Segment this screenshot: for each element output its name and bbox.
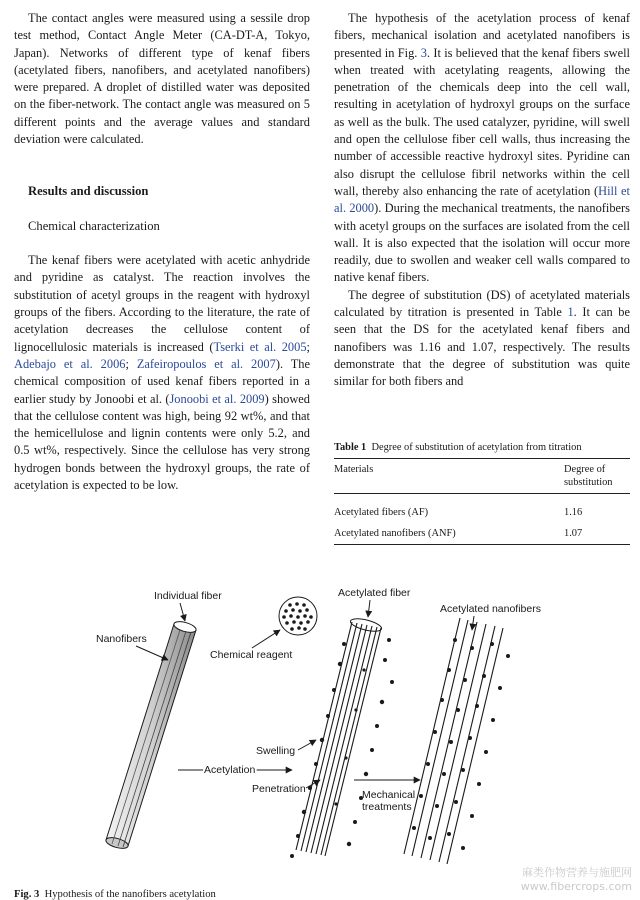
- acetylated-nanofibers-strands: [404, 618, 510, 864]
- right-column: [334, 10, 630, 391]
- label-penetration: Penetration: [252, 783, 306, 795]
- figure-acetylation-diagram: [0, 560, 640, 900]
- table-row: [334, 523, 630, 545]
- cell-ds: 1.16: [564, 507, 583, 518]
- table-header-row: [334, 459, 630, 494]
- watermark: [521, 866, 632, 894]
- watermark-line-chinese: 麻类作物营养与施肥网: [522, 866, 632, 879]
- label-individual-fiber: Individual fiber: [154, 590, 222, 602]
- paragraph-degree-of-substitution: The degree of substitution (DS) of acetylated materials calculated by titration is presented in Table 1. It can be seen that the DS for the acetylated kenaf fibers and nanofibers was 1.16 and 1.07, respectively. The results demonstrate that the degree of substitution was quite similar for both fibers and: [334, 287, 630, 389]
- table-row: [334, 494, 630, 524]
- paragraph-chemical-characterization: The kenaf fibers were acetylated with acetic anhydride and pyridine as catalyst. The reaction involves the substitution of acetyl groups in the reagent with hydroxyl groups of the fibers. According to the literature, the rate of acetylation decreases the cellulose content of lignocellulosic materials is increased (Tserki et al. 2005; Adebajo et al. 2006; Zafeiropoulos et al. 2007). The chemical composition of used kenaf fibers reported in a earlier study by Jonoobi et al. (Jonoobi et al. 2009) showed that the cellulose content was high, being 92 wt%, and that the hemicellulose and lignin contents were only 5.2, and 0.5 wt%, respectively. Since the cellulose has very strong hydrogen bonds between the hydroxyl groups, the rate of acetylation is expected to be low.: [14, 253, 310, 493]
- label-nanofibers: Nanofibers: [96, 633, 147, 645]
- watermark-line-url: www.fibercrops.com: [520, 880, 632, 893]
- cell-material: Acetylated nanofibers (ANF): [334, 528, 456, 539]
- label-acetylated-nanofibers: Acetylated nanofibers: [440, 603, 541, 615]
- individual-fiber-cylinder: [105, 620, 198, 851]
- arrow-acetylated-nanofibers: [472, 616, 474, 630]
- acetylated-fiber-bundle: [290, 616, 394, 858]
- label-acetylation: Acetylation: [204, 764, 256, 776]
- citation-zafeiropoulos[interactable]: Zafeiropoulos et al. 2007: [136, 356, 276, 371]
- header-materials: Materials: [334, 464, 374, 475]
- citation-jonoobi[interactable]: Jonoobi et al. 2009: [169, 391, 265, 406]
- paragraph-contact-angle: The contact angles were measured using a sessile drop test method, Contact Angle Meter (CA-DT-A, Tokyo, Japan). Networks of different type of kenaf fibers (acetylated fibers, nanofibers, and acetylated nanofibers) were prepared. A droplet of distilled water was deposited on the fiber-network. The contact angle was measured on 5 different points and the average values and standard deviation were calculated.: [14, 11, 310, 147]
- cell-material: Acetylated fibers (AF): [334, 507, 429, 518]
- label-treatments: treatments: [362, 801, 412, 813]
- label-acetylated-fiber: Acetylated fiber: [338, 587, 411, 599]
- cell-ds: 1.07: [564, 528, 583, 539]
- chemical-reagent-droplet: [279, 597, 317, 635]
- subsection-heading-chemical: Chemical characterization: [28, 218, 160, 233]
- arrow-swelling: [298, 740, 316, 750]
- table-reference-link[interactable]: 1: [567, 305, 574, 320]
- left-column: [14, 10, 310, 494]
- paragraph-hypothesis: The hypothesis of the acetylation process of kenaf fibers, mechanical isolation and acetylated nanofibers is presented in Fig. 3. It is believed that the kenaf fibers swell when treated with acetylating reagents, allowing the penetration of the chemicals deep into the cell wall, resulting in acetylation of hydroxyl groups on the surface as well as the bulk. The used catalyzer, pyridine, will swell and open the cellulose fiber cell walls, thus increasing the number of accessible reactive hydroxyl sites. Pyridine can also disrupt the cellulose fibril networks within the cell wall, thereby also enhancing the rate of acetylation (Hill et al. 2000). During the mechanical treatments, the nanofibers with acetyl groups on the surfaces are isolated from the cell wall. It is also expected that the isolation will occur more readily, due to swollen and weaker cell walls compared to native kenaf fibers.: [334, 11, 631, 285]
- table-caption: Table 1 Degree of substitution of acetylation from titration: [334, 442, 582, 453]
- ds-table: [334, 458, 630, 545]
- header-degree-of-substitution: Degree of substitution: [564, 464, 613, 488]
- table-degree-of-substitution: [334, 441, 630, 545]
- citation-hill[interactable]: Hill et al. 2000: [334, 183, 630, 216]
- citation-adebajo[interactable]: Adebajo et al. 2006: [14, 356, 126, 371]
- figure-reference-link[interactable]: 3: [420, 45, 427, 60]
- citation-tserki[interactable]: Tserki et al. 2005: [213, 339, 307, 354]
- label-swelling: Swelling: [256, 745, 296, 757]
- arrow-chemical-reagent: [252, 630, 280, 648]
- section-heading-results: Results and discussion: [28, 183, 149, 198]
- label-chemical-reagent: Chemical reagent: [210, 649, 293, 661]
- label-mechanical: Mechanical: [362, 789, 416, 801]
- arrow-acetylated-fiber: [368, 600, 370, 617]
- arrow-nanofibers: [136, 646, 168, 660]
- arrow-individual-fiber: [180, 603, 185, 621]
- figure-caption: Fig. 3 Hypothesis of the nanofibers acetylation: [14, 888, 216, 900]
